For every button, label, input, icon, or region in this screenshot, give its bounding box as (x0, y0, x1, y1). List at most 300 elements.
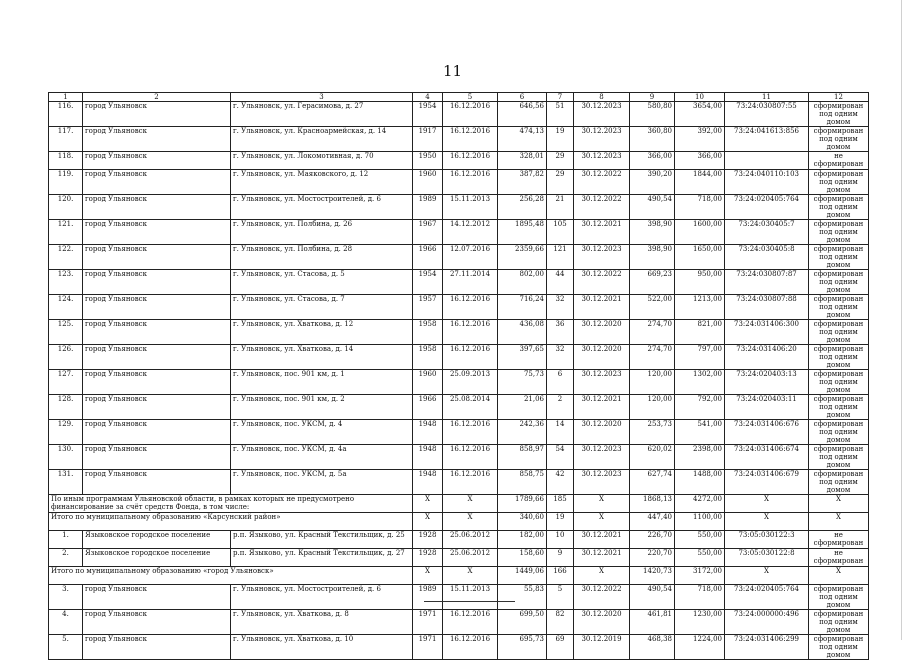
land-status-cell: сформирован под одним домом (809, 585, 869, 610)
quantity-cell: 51 (547, 102, 574, 127)
quantity-cell: 19 (547, 513, 574, 531)
address-cell: г. Ульяновск, ул. Полбина, д. 28 (231, 245, 413, 270)
value-cell: 490,54 (630, 195, 675, 220)
cadastral-number-cell: 73:24:030405:7 (725, 220, 809, 245)
cadastral-number-cell: 73:24:030807:87 (725, 270, 809, 295)
cadastral-number-cell: 73:24:030807:88 (725, 295, 809, 320)
column-number: 2 (83, 93, 231, 102)
date-cell: 25.06.2012 (443, 549, 498, 567)
cadastral-number-cell: X (725, 567, 809, 585)
value-cell: 1488,00 (675, 470, 725, 495)
year-cell: 1958 (413, 345, 443, 370)
address-cell: г. Ульяновск, ул. Стасова, д. 5 (231, 270, 413, 295)
table-row (49, 531, 869, 549)
row-number: 130. (49, 445, 83, 470)
year-cell: 1948 (413, 445, 443, 470)
land-status-cell: сформирован под одним домом (809, 245, 869, 270)
row-number: 121. (49, 220, 83, 245)
address-cell: г. Ульяновск, ул. Мостостроителей, д. 6 (231, 585, 413, 610)
date-cell: X (443, 513, 498, 531)
year-cell: 1928 (413, 531, 443, 549)
table-row (49, 270, 869, 295)
value-cell: 274,70 (630, 320, 675, 345)
quantity-cell: 29 (547, 170, 574, 195)
row-number: 118. (49, 152, 83, 170)
deadline-cell: 30.12.2019 (574, 635, 630, 660)
value-cell: 398,90 (630, 245, 675, 270)
value-cell: 627,74 (630, 470, 675, 495)
quantity-cell: 10 (547, 531, 574, 549)
area-cell: 75,73 (498, 370, 547, 395)
area-cell: 55,83 (498, 585, 547, 610)
quantity-cell: 44 (547, 270, 574, 295)
subtotal-label: По иным программам Ульяновской области, в рамках которых не предусмотрено финансирование за счёт средств Фонда, в том числе: (49, 495, 413, 513)
row-number: 3. (49, 585, 83, 610)
deadline-cell: 30.12.2021 (574, 549, 630, 567)
address-cell: р.п. Языково, ул. Красный Текстильщик, д. 25 (231, 531, 413, 549)
area-cell: 802,00 (498, 270, 547, 295)
quantity-cell: 36 (547, 320, 574, 345)
area-cell: 2359,66 (498, 245, 547, 270)
deadline-cell: 30.12.2023 (574, 470, 630, 495)
value-cell: 821,00 (675, 320, 725, 345)
land-status-cell: не сформирован (809, 549, 869, 567)
land-status-cell: сформирован под одним домом (809, 127, 869, 152)
value-cell: 550,00 (675, 549, 725, 567)
address-cell: г. Ульяновск, ул. Локомотивная, д. 70 (231, 152, 413, 170)
date-cell: 25.09.2013 (443, 370, 498, 395)
year-cell: X (413, 495, 443, 513)
row-number: 124. (49, 295, 83, 320)
cadastral-number-cell: 73:24:031406:299 (725, 635, 809, 660)
deadline-cell: X (574, 567, 630, 585)
municipality-cell: город Ульяновск (83, 470, 231, 495)
year-cell: 1989 (413, 585, 443, 610)
area-cell: 387,82 (498, 170, 547, 195)
area-cell: 242,36 (498, 420, 547, 445)
quantity-cell: 42 (547, 470, 574, 495)
table-row (49, 610, 869, 635)
column-number: 5 (443, 93, 498, 102)
municipality-cell: город Ульяновск (83, 270, 231, 295)
date-cell: 16.12.2016 (443, 610, 498, 635)
municipality-cell: город Ульяновск (83, 320, 231, 345)
value-cell: 1868,13 (630, 495, 675, 513)
area-cell: 182,00 (498, 531, 547, 549)
date-cell: 14.12.2012 (443, 220, 498, 245)
date-cell: 16.12.2016 (443, 470, 498, 495)
quantity-cell: 121 (547, 245, 574, 270)
land-status-cell: не сформирован (809, 531, 869, 549)
value-cell: 620,02 (630, 445, 675, 470)
cadastral-number-cell: 73:24:020405:764 (725, 195, 809, 220)
row-number: 129. (49, 420, 83, 445)
deadline-cell: 30.12.2020 (574, 420, 630, 445)
column-number: 7 (547, 93, 574, 102)
address-cell: г. Ульяновск, ул. Красноармейская, д. 14 (231, 127, 413, 152)
land-status-cell: X (809, 513, 869, 531)
date-cell: 16.12.2016 (443, 127, 498, 152)
value-cell: 366,00 (630, 152, 675, 170)
row-number: 131. (49, 470, 83, 495)
value-cell: 461,81 (630, 610, 675, 635)
municipality-cell: город Ульяновск (83, 420, 231, 445)
register-table (48, 92, 869, 660)
deadline-cell: 30.12.2023 (574, 445, 630, 470)
deadline-cell: X (574, 513, 630, 531)
value-cell: 1230,00 (675, 610, 725, 635)
cadastral-number-cell: 73:24:020405:764 (725, 585, 809, 610)
address-cell: г. Ульяновск, пос. УКСМ, д. 4 (231, 420, 413, 445)
address-cell: г. Ульяновск, пос. УКСМ, д. 5а (231, 470, 413, 495)
value-cell: 580,80 (630, 102, 675, 127)
value-cell: 120,00 (630, 370, 675, 395)
area-cell: 858,75 (498, 470, 547, 495)
table-row (49, 395, 869, 420)
municipality-cell: город Ульяновск (83, 610, 231, 635)
area-cell: 716,24 (498, 295, 547, 320)
year-cell: 1917 (413, 127, 443, 152)
deadline-cell: 30.12.2023 (574, 370, 630, 395)
date-cell: 16.12.2016 (443, 102, 498, 127)
area-cell: 646,56 (498, 102, 547, 127)
cadastral-number-cell: 73:24:041613:856 (725, 127, 809, 152)
year-cell: 1950 (413, 152, 443, 170)
year-cell: 1971 (413, 635, 443, 660)
address-cell: г. Ульяновск, ул. Мостостроителей, д. 6 (231, 195, 413, 220)
cadastral-number-cell: 73:24:030405:8 (725, 245, 809, 270)
column-number: 3 (231, 93, 413, 102)
land-status-cell: сформирован под одним домом (809, 102, 869, 127)
cadastral-number-cell: 73:24:040110:103 (725, 170, 809, 195)
area-cell: 436,08 (498, 320, 547, 345)
row-number: 4. (49, 610, 83, 635)
value-cell: 1600,00 (675, 220, 725, 245)
municipality-cell: город Ульяновск (83, 635, 231, 660)
deadline-cell: X (574, 495, 630, 513)
quantity-cell: 9 (547, 549, 574, 567)
year-cell: 1948 (413, 470, 443, 495)
table-row (49, 320, 869, 345)
subtotal-row (49, 495, 869, 513)
value-cell: 950,00 (675, 270, 725, 295)
value-cell: 541,00 (675, 420, 725, 445)
land-status-cell: не сформирован (809, 152, 869, 170)
municipality-cell: город Ульяновск (83, 345, 231, 370)
deadline-cell: 30.12.2020 (574, 610, 630, 635)
quantity-cell: 82 (547, 610, 574, 635)
area-cell: 699,50 (498, 610, 547, 635)
table-row (49, 420, 869, 445)
quantity-cell: 166 (547, 567, 574, 585)
year-cell: 1966 (413, 395, 443, 420)
column-number-row (49, 93, 869, 102)
cadastral-number-cell: 73:05:030122:3 (725, 531, 809, 549)
area-cell: 1449,06 (498, 567, 547, 585)
table-row (49, 345, 869, 370)
table-row (49, 170, 869, 195)
table-row (49, 635, 869, 660)
land-status-cell: сформирован под одним домом (809, 610, 869, 635)
date-cell: 15.11.2013 (443, 585, 498, 610)
land-status-cell: сформирован под одним домом (809, 320, 869, 345)
row-number: 122. (49, 245, 83, 270)
value-cell: 522,00 (630, 295, 675, 320)
value-cell: 360,80 (630, 127, 675, 152)
subtotal-row (49, 567, 869, 585)
address-cell: г. Ульяновск, пос. 901 км, д. 2 (231, 395, 413, 420)
row-number: 5. (49, 635, 83, 660)
table-row (49, 245, 869, 270)
column-number: 11 (725, 93, 809, 102)
deadline-cell: 30.12.2023 (574, 245, 630, 270)
value-cell: 366,00 (675, 152, 725, 170)
deadline-cell: 30.12.2023 (574, 127, 630, 152)
area-cell: 256,28 (498, 195, 547, 220)
column-number: 12 (809, 93, 869, 102)
deadline-cell: 30.12.2021 (574, 531, 630, 549)
land-status-cell: сформирован под одним домом (809, 270, 869, 295)
row-number: 128. (49, 395, 83, 420)
area-cell: 158,60 (498, 549, 547, 567)
value-cell: 220,70 (630, 549, 675, 567)
date-cell: 25.08.2014 (443, 395, 498, 420)
cadastral-number-cell: 73:24:031406:679 (725, 470, 809, 495)
address-cell: г. Ульяновск, ул. Хваткова, д. 12 (231, 320, 413, 345)
value-cell: 253,73 (630, 420, 675, 445)
row-number: 119. (49, 170, 83, 195)
deadline-cell: 30.12.2022 (574, 195, 630, 220)
date-cell: X (443, 495, 498, 513)
address-cell: г. Ульяновск, пос. УКСМ, д. 4а (231, 445, 413, 470)
value-cell: 4272,00 (675, 495, 725, 513)
area-cell: 21,06 (498, 395, 547, 420)
cadastral-number-cell: 73:24:031406:674 (725, 445, 809, 470)
deadline-cell: 30.12.2021 (574, 395, 630, 420)
quantity-cell: 32 (547, 345, 574, 370)
municipality-cell: город Ульяновск (83, 127, 231, 152)
subtotal-label: Итого по муниципальному образованию «Карсунский район» (49, 513, 413, 531)
deadline-cell: 30.12.2021 (574, 220, 630, 245)
municipality-cell: город Ульяновск (83, 370, 231, 395)
municipality-cell: город Ульяновск (83, 295, 231, 320)
value-cell: 2398,00 (675, 445, 725, 470)
area-cell: 695,73 (498, 635, 547, 660)
quantity-cell: 105 (547, 220, 574, 245)
year-cell: 1958 (413, 320, 443, 345)
municipality-cell: город Ульяновск (83, 445, 231, 470)
year-cell: 1954 (413, 102, 443, 127)
quantity-cell: 19 (547, 127, 574, 152)
quantity-cell: 185 (547, 495, 574, 513)
area-cell: 858,97 (498, 445, 547, 470)
deadline-cell: 30.12.2022 (574, 170, 630, 195)
municipality-cell: город Ульяновск (83, 102, 231, 127)
date-cell: 25.06.2012 (443, 531, 498, 549)
deadline-cell: 30.12.2021 (574, 295, 630, 320)
municipality-cell: город Ульяновск (83, 585, 231, 610)
land-status-cell: X (809, 495, 869, 513)
value-cell: 490,54 (630, 585, 675, 610)
value-cell: 392,00 (675, 127, 725, 152)
table-row (49, 470, 869, 495)
row-number: 116. (49, 102, 83, 127)
date-cell: 16.12.2016 (443, 635, 498, 660)
area-cell: 474,13 (498, 127, 547, 152)
address-cell: г. Ульяновск, ул. Хваткова, д. 8 (231, 610, 413, 635)
municipality-cell: город Ульяновск (83, 152, 231, 170)
quantity-cell: 21 (547, 195, 574, 220)
value-cell: 718,00 (675, 195, 725, 220)
quantity-cell: 69 (547, 635, 574, 660)
value-cell: 718,00 (675, 585, 725, 610)
address-cell: г. Ульяновск, ул. Стасова, д. 7 (231, 295, 413, 320)
address-cell: г. Ульяновск, пос. 901 км, д. 1 (231, 370, 413, 395)
municipality-cell: город Ульяновск (83, 245, 231, 270)
column-number: 10 (675, 93, 725, 102)
page-number: 11 (442, 62, 463, 80)
column-number: 6 (498, 93, 547, 102)
table-row (49, 102, 869, 127)
year-cell: 1966 (413, 245, 443, 270)
quantity-cell: 54 (547, 445, 574, 470)
table-row (49, 445, 869, 470)
table-row (49, 549, 869, 567)
date-cell: 15.11.2013 (443, 195, 498, 220)
quantity-cell: 14 (547, 420, 574, 445)
quantity-cell: 5 (547, 585, 574, 610)
land-status-cell: сформирован под одним домом (809, 445, 869, 470)
year-cell: 1971 (413, 610, 443, 635)
row-number: 117. (49, 127, 83, 152)
value-cell: 1650,00 (675, 245, 725, 270)
value-cell: 1420,73 (630, 567, 675, 585)
row-number: 126. (49, 345, 83, 370)
land-status-cell: сформирован под одним домом (809, 345, 869, 370)
deadline-cell: 30.12.2022 (574, 585, 630, 610)
address-cell: г. Ульяновск, ул. Хваткова, д. 14 (231, 345, 413, 370)
area-cell: 1789,66 (498, 495, 547, 513)
value-cell: 1302,00 (675, 370, 725, 395)
year-cell: 1960 (413, 370, 443, 395)
deadline-cell: 30.12.2023 (574, 152, 630, 170)
land-status-cell: сформирован под одним домом (809, 395, 869, 420)
table-row (49, 370, 869, 395)
year-cell: 1967 (413, 220, 443, 245)
table-row (49, 295, 869, 320)
municipality-cell: город Ульяновск (83, 195, 231, 220)
date-cell: 16.12.2016 (443, 152, 498, 170)
value-cell: 390,20 (630, 170, 675, 195)
year-cell: 1989 (413, 195, 443, 220)
year-cell: 1948 (413, 420, 443, 445)
cadastral-number-cell (725, 152, 809, 170)
row-number: 127. (49, 370, 83, 395)
address-cell: г. Ульяновск, ул. Маяковского, д. 12 (231, 170, 413, 195)
area-cell: 1895,48 (498, 220, 547, 245)
value-cell: 669,23 (630, 270, 675, 295)
date-cell: 16.12.2016 (443, 345, 498, 370)
deadline-cell: 30.12.2022 (574, 270, 630, 295)
land-status-cell: сформирован под одним домом (809, 170, 869, 195)
address-cell: р.п. Языково, ул. Красный Текстильщик, д. 27 (231, 549, 413, 567)
value-cell: 1844,00 (675, 170, 725, 195)
value-cell: 226,70 (630, 531, 675, 549)
value-cell: 398,90 (630, 220, 675, 245)
address-cell: г. Ульяновск, ул. Герасимова, д. 27 (231, 102, 413, 127)
land-status-cell: сформирован под одним домом (809, 295, 869, 320)
municipality-cell: Языковское городское поселение (83, 549, 231, 567)
quantity-cell: 32 (547, 295, 574, 320)
land-status-cell: сформирован под одним домом (809, 220, 869, 245)
value-cell: 3172,00 (675, 567, 725, 585)
cadastral-number-cell: 73:05:030122:8 (725, 549, 809, 567)
date-cell: X (443, 567, 498, 585)
column-number: 1 (49, 93, 83, 102)
date-cell: 16.12.2016 (443, 320, 498, 345)
date-cell: 16.12.2016 (443, 445, 498, 470)
value-cell: 792,00 (675, 395, 725, 420)
deadline-cell: 30.12.2020 (574, 320, 630, 345)
table-row (49, 585, 869, 610)
land-status-cell: сформирован под одним домом (809, 420, 869, 445)
cadastral-number-cell: 73:24:031406:20 (725, 345, 809, 370)
scan-edge-line (901, 0, 902, 640)
year-cell: 1957 (413, 295, 443, 320)
row-number: 120. (49, 195, 83, 220)
quantity-cell: 2 (547, 395, 574, 420)
address-cell: г. Ульяновск, ул. Полбина, д. 26 (231, 220, 413, 245)
date-cell: 16.12.2016 (443, 170, 498, 195)
row-number: 1. (49, 531, 83, 549)
land-status-cell: сформирован под одним домом (809, 470, 869, 495)
year-cell: 1960 (413, 170, 443, 195)
row-number: 123. (49, 270, 83, 295)
municipality-cell: город Ульяновск (83, 220, 231, 245)
municipality-cell: Языковское городское поселение (83, 531, 231, 549)
year-cell: 1928 (413, 549, 443, 567)
value-cell: 1100,00 (675, 513, 725, 531)
cadastral-number-cell: X (725, 495, 809, 513)
cadastral-number-cell: 73:24:000000:496 (725, 610, 809, 635)
land-status-cell: X (809, 567, 869, 585)
date-cell: 12.07.2016 (443, 245, 498, 270)
subtotal-row (49, 513, 869, 531)
value-cell: 797,00 (675, 345, 725, 370)
cadastral-number-cell: 73:24:030807:55 (725, 102, 809, 127)
value-cell: 120,00 (630, 395, 675, 420)
value-cell: 3654,00 (675, 102, 725, 127)
municipality-cell: город Ульяновск (83, 170, 231, 195)
value-cell: 1224,00 (675, 635, 725, 660)
footer-rule (424, 601, 515, 602)
value-cell: 468,38 (630, 635, 675, 660)
date-cell: 16.12.2016 (443, 295, 498, 320)
land-status-cell: сформирован под одним домом (809, 635, 869, 660)
subtotal-label: Итого по муниципальному образованию «город Ульяновск» (49, 567, 413, 585)
row-number: 2. (49, 549, 83, 567)
value-cell: 274,70 (630, 345, 675, 370)
address-cell: г. Ульяновск, ул. Хваткова, д. 10 (231, 635, 413, 660)
table-row (49, 127, 869, 152)
municipality-cell: город Ульяновск (83, 395, 231, 420)
area-cell: 397,65 (498, 345, 547, 370)
row-number: 125. (49, 320, 83, 345)
cadastral-number-cell: 73:24:031406:676 (725, 420, 809, 445)
deadline-cell: 30.12.2023 (574, 102, 630, 127)
quantity-cell: 29 (547, 152, 574, 170)
value-cell: 447,40 (630, 513, 675, 531)
